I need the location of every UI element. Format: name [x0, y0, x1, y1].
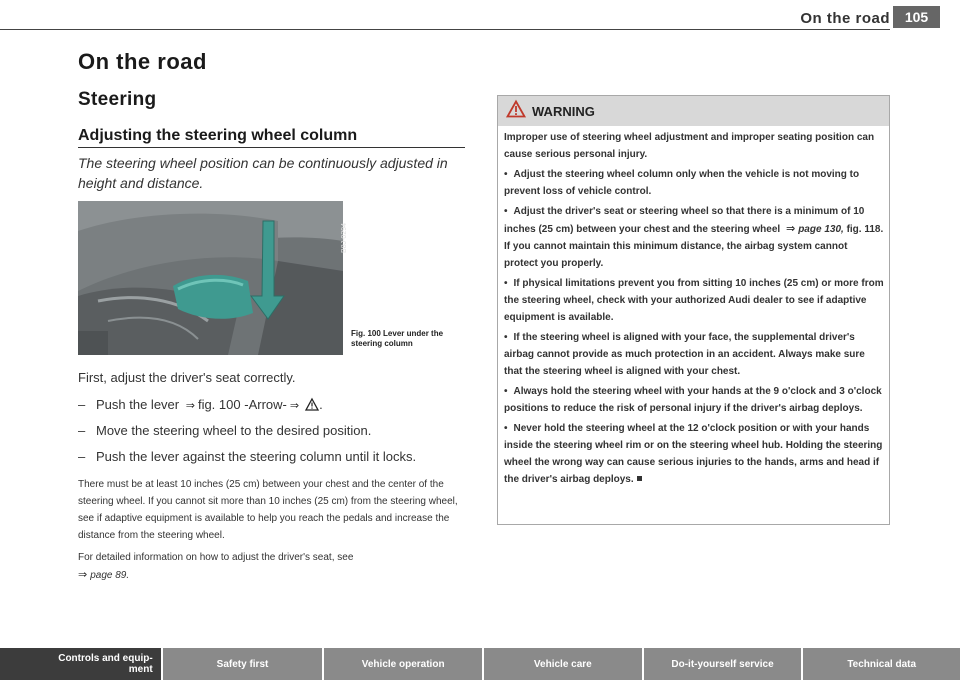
warning-bullet: • Always hold the steering wheel with your hands at the 9 o'clock and 3 o'clock positions to reduce the risk of personal injury if the driver's airbag deploys. [504, 386, 882, 414]
tab-technical-data[interactable]: Technical data [803, 648, 960, 680]
warning-box [497, 95, 890, 525]
intro-text: The steering wheel position can be continuously adjusted in height and distance. [78, 155, 448, 191]
end-mark-icon [637, 476, 642, 481]
page-reference-link[interactable]: page 130, [798, 224, 844, 235]
page-reference-link[interactable]: page 89. [90, 570, 130, 581]
warning-bullet: • Never hold the steering wheel at the 12 o'clock position or with your hands inside the steering wheel rim or on the steering wheel hub. Holding the steering wheel the wrong way can cause serious injuries to the hands, arms and head if the driver's airbag deploys. [504, 423, 883, 485]
arrow-right-icon: ⇒ [785, 222, 796, 235]
step-item: – Push the lever ⇒ fig. 100 -Arrow- ⇒ . [78, 397, 323, 412]
arrow-label: -Arrow- [244, 397, 287, 412]
tab-vehicle-operation[interactable]: Vehicle operation [324, 648, 482, 680]
warning-bullet: • If physical limitations prevent you from sitting 10 inches (25 cm) or more from the steering wheel, check with your authorized Audi dealer to see if adaptive equipment is available. [504, 278, 884, 323]
note-paragraph [78, 549, 468, 584]
warning-triangle-icon[interactable] [305, 398, 319, 414]
figure-caption-text: Lever under the steering column [351, 329, 444, 348]
figure-caption-number: Fig. 100 [351, 329, 381, 338]
tab-safety-first[interactable]: Safety first [163, 648, 323, 680]
warning-bullet: • If the steering wheel is aligned with your face, the supplemental driver's airbag cannot provide as much protection in an accident. Always make sure that the steering wheel is aligned with your chest. [504, 332, 865, 377]
warning-header [498, 96, 889, 126]
tab-vehicle-care[interactable]: Vehicle care [484, 648, 642, 680]
running-header [0, 10, 890, 30]
step-text: Push the lever [96, 397, 180, 412]
arrow-right-icon: ⇒ [78, 568, 88, 581]
figure-reference-link[interactable]: fig. 100 [197, 397, 241, 412]
warning-body [504, 129, 884, 491]
warning-triangle-icon [506, 100, 526, 123]
steering-lever-illustration [78, 201, 343, 355]
note-paragraph: There must be at least 10 inches (25 cm) between your chest and the center of the steering wheel. If you cannot sit more than 10 inches (25 cm) from the steering wheel, see if adaptive equipment is available to help you reach the pedals and increase the distance from the steering wheel. [78, 479, 458, 541]
step-dash: – [78, 449, 86, 464]
warning-lead: Improper use of steering wheel adjustment and improper seating position can cause serious personal injury. [504, 132, 875, 160]
step-item [78, 423, 470, 438]
tab-controls-and-equipment[interactable] [0, 648, 161, 680]
step-item [78, 449, 470, 464]
tab-do-it-yourself-service[interactable]: Do-it-yourself service [644, 648, 802, 680]
notes [78, 476, 468, 586]
subsection-title: Adjusting the steering wheel column [78, 127, 358, 144]
step-text: Push the lever against the steering column until it locks. [96, 449, 417, 464]
warning-title: WARNING [532, 103, 595, 119]
tab-label: ment [128, 664, 153, 675]
warning-bullet: • Adjust the steering wheel column only when the vehicle is not moving to prevent loss of vehicle control. [504, 169, 860, 197]
arrow-right-icon: ⇒ [289, 399, 300, 412]
step-dash: – [78, 397, 86, 412]
figure-photo [78, 201, 348, 355]
running-title: On the road [800, 10, 890, 27]
tab-label: Controls and equip- [58, 653, 153, 664]
chapter-title: On the road [78, 49, 207, 74]
arrow-right-icon: ⇒ [185, 399, 195, 412]
note-text: For detailed information on how to adjust the driver's seat, see [78, 552, 354, 563]
step-dash: – [78, 423, 86, 438]
step-intro: First, adjust the driver's seat correctly. [78, 370, 296, 385]
page-number: 105 [893, 6, 940, 28]
figure-code: B8J-0294 [341, 223, 348, 253]
header-rule [0, 29, 890, 30]
footer-nav [0, 648, 960, 680]
section-title: Steering [78, 89, 157, 110]
figure-caption [351, 329, 469, 349]
warning-bullet: • Adjust the driver's seat or steering wheel so that there is a minimum of 10 inches (25 cm) between your chest and the steering wheel ⇒ page 130, fig. 118. If you cannot maintain this minimum distance, the airbag system cannot protect you properly. [504, 206, 884, 269]
step-text: Move the steering wheel to the desired position. [96, 423, 372, 438]
subsection-rule [78, 147, 465, 148]
